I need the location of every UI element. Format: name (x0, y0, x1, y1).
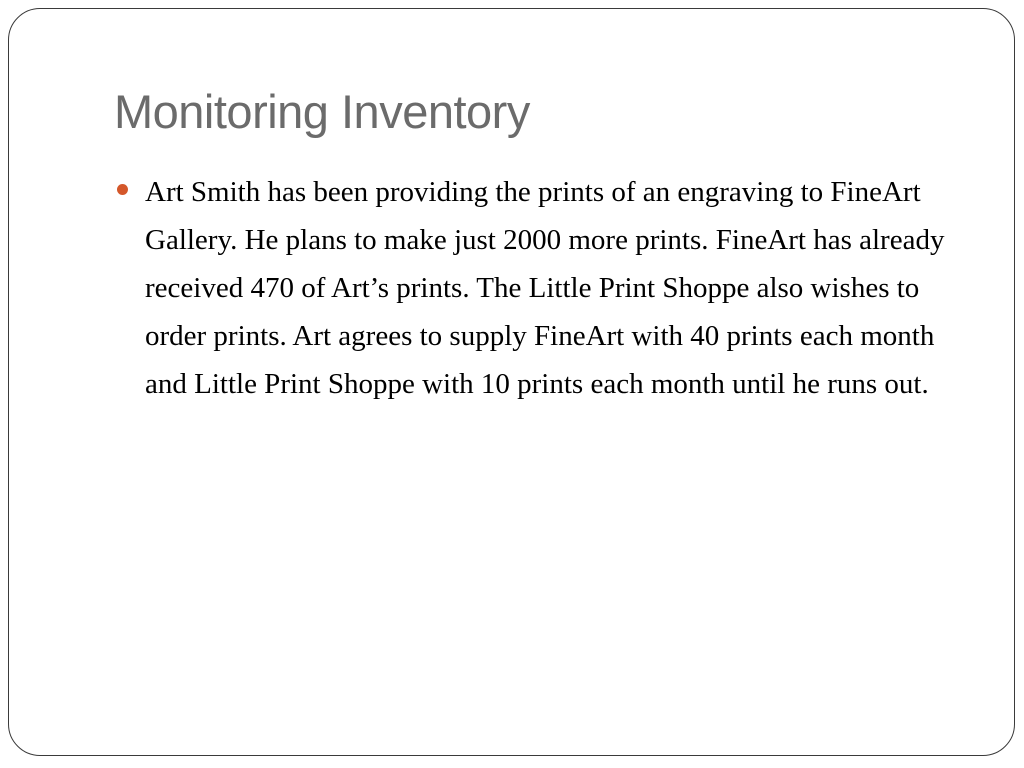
bullet-list (114, 168, 964, 408)
bullet-dot-icon (117, 184, 128, 195)
bullet-item (114, 168, 964, 408)
bullet-text: Art Smith has been providing the prints of an engraving to FineArt Gallery. He plans to make just 2000 more prints. FineArt has already received 470 of Art’s prints. The Little Print Shoppe also wishes to order prints. Art agrees to supply FineArt with 40 prints each month and Little Print Shoppe with 10 prints each month until he runs out. (145, 176, 945, 400)
slide-title: Monitoring Inventory (114, 85, 530, 138)
